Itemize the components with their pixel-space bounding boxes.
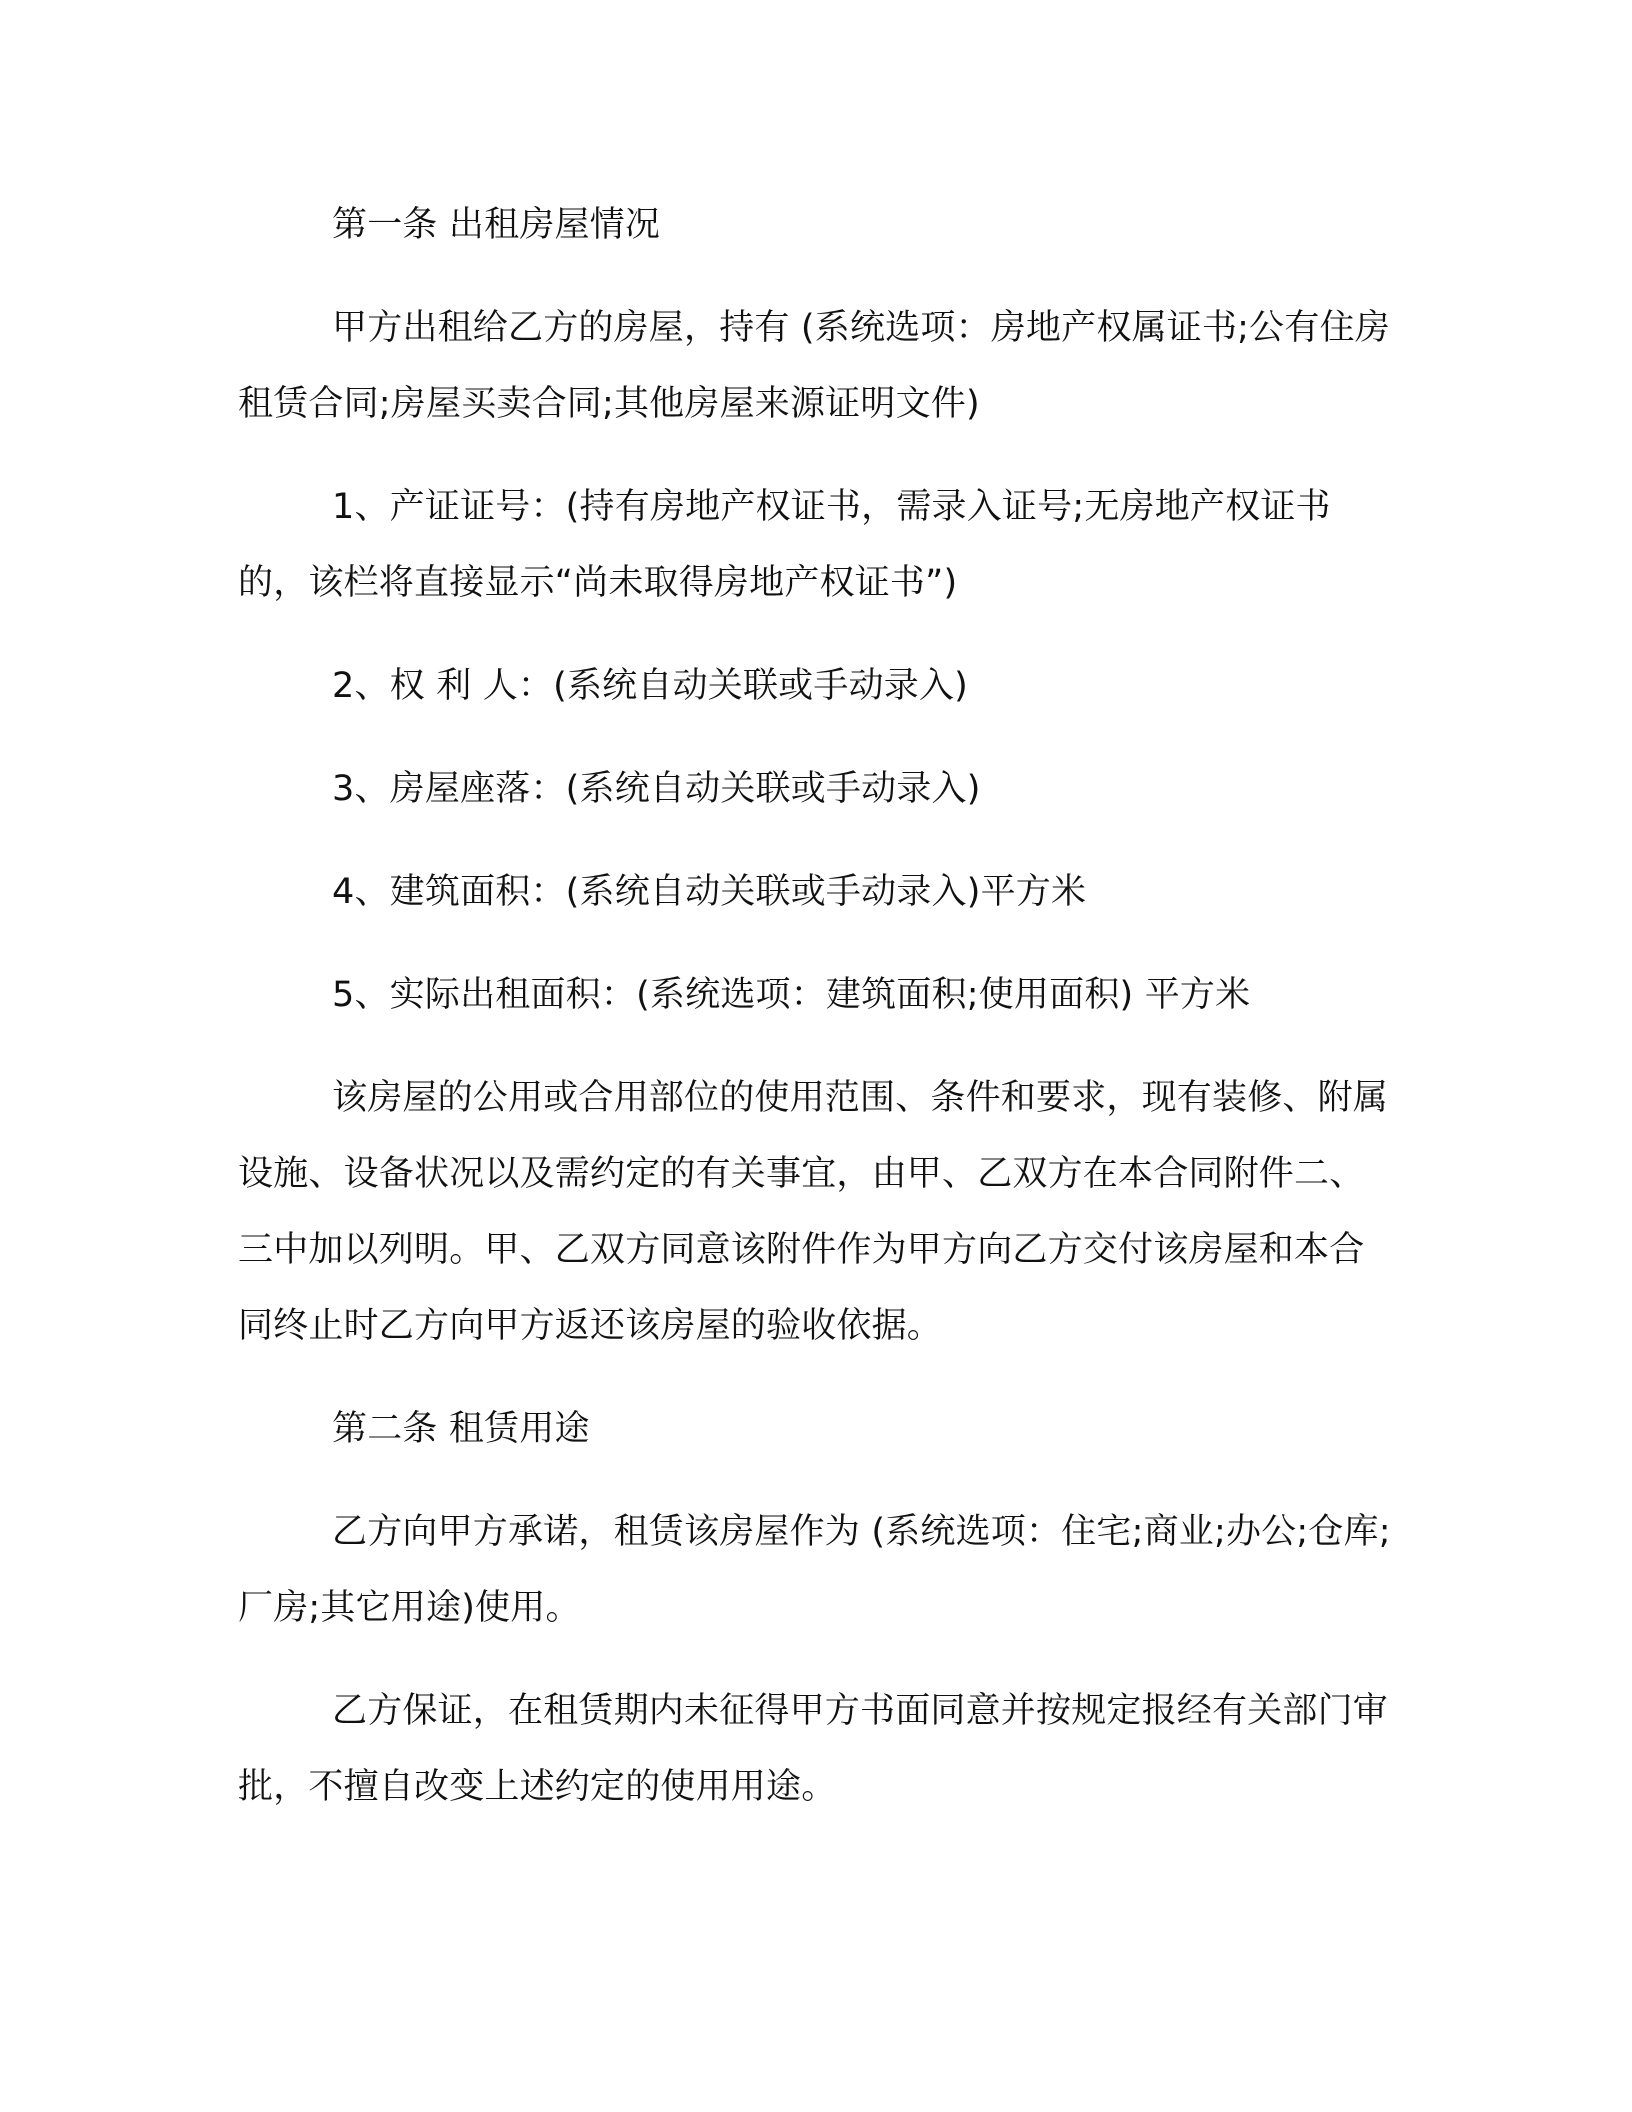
section-heading-1: 第一条 出租房屋情况	[332, 205, 661, 245]
section-heading-2: 第二条 租赁用途	[332, 1409, 590, 1449]
paragraph-property-certificate: 甲方出租给乙方的房屋，持有 (系统选项：房地产权属证书;公有住房租赁合同;房屋买卖合同;其他房屋来源证明文件)	[238, 308, 1390, 424]
paragraph-lease-purpose: 乙方向甲方承诺，租赁该房屋作为 (系统选项：住宅;商业;办公;仓库;厂房;其它用途)使用。	[238, 1512, 1391, 1628]
paragraph-certificate-number: 1、产证证号：(持有房地产权证书，需录入证号;无房地产权证书的，该栏将直接显示“尚未取得房地产权证书”)	[238, 487, 1331, 603]
paragraph-rental-area: 5、实际出租面积：(系统选项：建筑面积;使用面积) 平方米	[332, 975, 1251, 1015]
paragraph-property-location: 3、房屋座落：(系统自动关联或手动录入)	[332, 769, 981, 809]
paragraph-shared-parts: 该房屋的公用或合用部位的使用范围、条件和要求，现有装修、附属设施、设备状况以及需约定的有关事宜，由甲、乙双方在本合同附件二、三中加以列明。甲、乙双方同意该附件作为甲方向乙方交付该房屋和本合同终止时乙方向甲方返还该房屋的验收依据。	[238, 1078, 1389, 1346]
paragraph-building-area: 4、建筑面积：(系统自动关联或手动录入)平方米	[332, 872, 1087, 912]
paragraph-usage-guarantee: 乙方保证，在租赁期内未征得甲方书面同意并按规定报经有关部门审批，不擅自改变上述约定的使用用途。	[238, 1691, 1389, 1807]
paragraph-right-holder: 2、权 利 人：(系统自动关联或手动录入)	[332, 666, 969, 706]
document-body	[238, 187, 1396, 1825]
